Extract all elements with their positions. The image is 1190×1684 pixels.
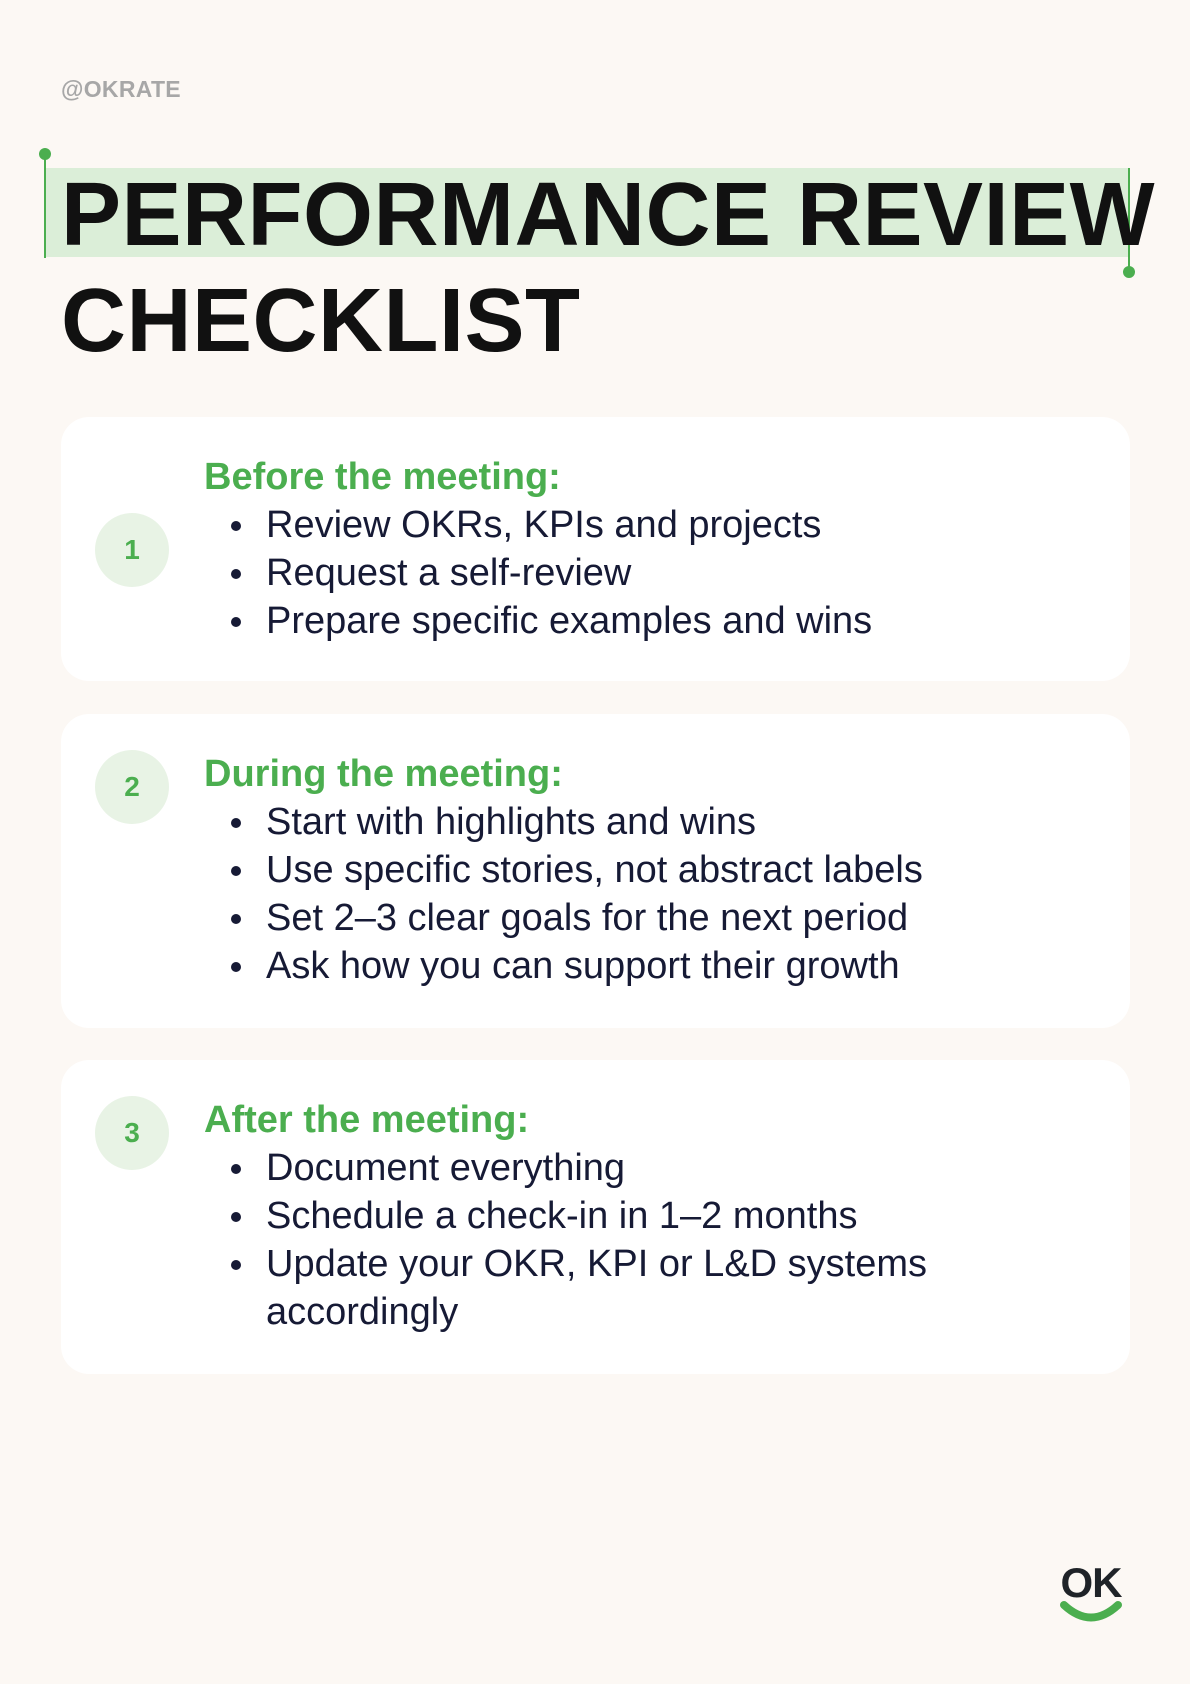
section-card-before (61, 417, 1130, 681)
checklist-item: Set 2–3 clear goals for the next period (204, 894, 1100, 942)
checklist-item: Prepare specific examples and wins (204, 597, 1100, 645)
section-card-during (61, 714, 1130, 1028)
checklist-item: Schedule a check-in in 1–2 months (204, 1192, 1100, 1240)
checklist (204, 1144, 1100, 1336)
step-number-badge: 2 (95, 750, 169, 824)
logo-text: OK (1060, 1559, 1122, 1606)
selection-handle-right (1123, 266, 1135, 278)
checklist-item: Document everything (204, 1144, 1100, 1192)
smile-icon (1059, 1600, 1123, 1622)
page-title-line-2: CHECKLIST (61, 271, 581, 371)
section-content (204, 453, 1100, 645)
checklist-item: Update your OKR, KPI or L&D systems accordingly (204, 1240, 1100, 1336)
section-heading: Before the meeting: (204, 456, 561, 498)
checklist (204, 798, 1100, 990)
section-heading: During the meeting: (204, 753, 563, 795)
section-heading: After the meeting: (204, 1099, 530, 1141)
step-number-badge: 3 (95, 1096, 169, 1170)
page-title-line-1: PERFORMANCE REVIEW (61, 165, 1156, 265)
section-content (204, 1096, 1100, 1336)
checklist-item: Review OKRs, KPIs and projects (204, 501, 1100, 549)
selection-handle-left (39, 148, 51, 160)
checklist (204, 501, 1100, 645)
brand-handle: @OKRATE (61, 76, 181, 102)
section-content (204, 750, 1100, 990)
checklist-item: Start with highlights and wins (204, 798, 1100, 846)
checklist-item: Use specific stories, not abstract labels (204, 846, 1100, 894)
checklist-item: Request a self-review (204, 549, 1100, 597)
okrate-logo (1050, 1559, 1132, 1624)
selection-line-left (44, 154, 46, 258)
section-card-after (61, 1060, 1130, 1374)
step-number-badge: 1 (95, 513, 169, 587)
checklist-item: Ask how you can support their growth (204, 942, 1100, 990)
